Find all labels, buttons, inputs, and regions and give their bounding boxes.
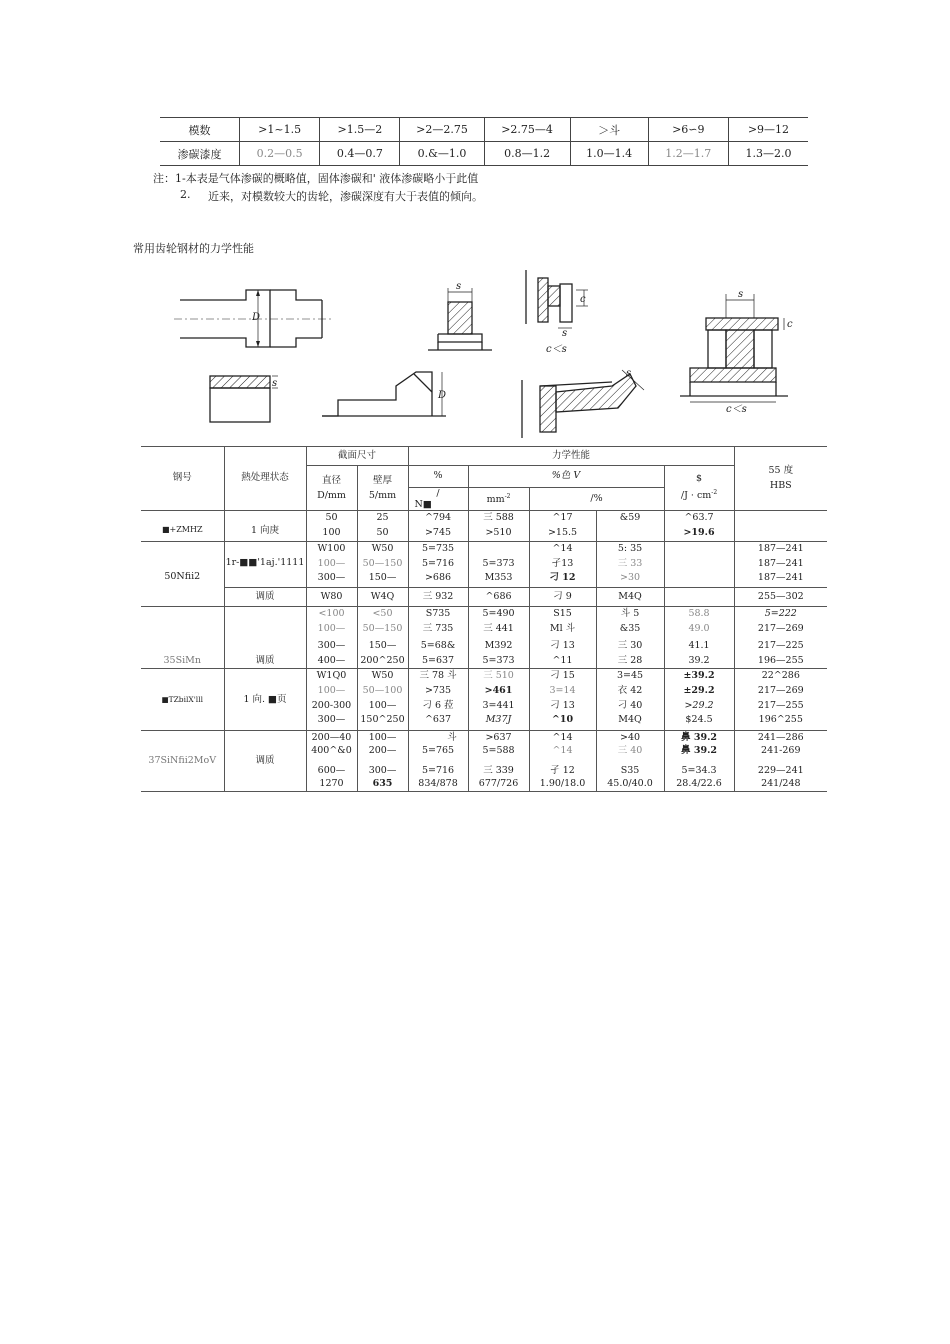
value: M392 — [484, 640, 513, 652]
value: 217—225 — [757, 640, 804, 652]
dim-label: s — [272, 378, 278, 389]
value: 150^250 — [360, 714, 405, 726]
value: 100— — [317, 622, 346, 634]
value: >29.2 — [684, 699, 714, 711]
table-row — [141, 588, 827, 607]
value: >30 — [619, 572, 641, 584]
value: W100 — [317, 543, 346, 554]
value: 5=716 — [421, 765, 455, 777]
value: 200-300 — [311, 699, 352, 711]
row-label: 渗碳漆度 — [160, 142, 239, 166]
heat-cell: 调质 — [224, 588, 306, 607]
value: 5: 35 — [617, 543, 643, 554]
value: 39.2 — [688, 654, 710, 666]
value: ^11 — [552, 654, 573, 666]
module-cell: >1~1.5 — [239, 118, 319, 142]
depth-cell: 0.&—1.0 — [400, 142, 484, 166]
value: ^63.7 — [684, 512, 714, 523]
value: 200^250 — [360, 654, 405, 666]
value: 196^255 — [758, 714, 803, 726]
value: <50 — [372, 608, 393, 619]
header-pct: % — [408, 466, 468, 488]
depth-cell: 0.4—0.7 — [320, 142, 400, 166]
table-row — [160, 142, 808, 166]
value: 300— — [317, 714, 346, 726]
value: M4Q — [596, 588, 664, 607]
value: 49.0 — [688, 622, 710, 634]
value: >461 — [484, 684, 513, 696]
heat-cell: 1 向庚 — [224, 511, 306, 542]
steel-cell: ■+ZMHZ — [141, 511, 224, 542]
header-section: 截面尺寸 — [306, 447, 408, 466]
value: 鼻 39.2 — [681, 732, 717, 744]
value: 斗 — [447, 732, 457, 744]
header-hbs: HBS — [769, 479, 792, 491]
value: ±29.2 — [683, 684, 715, 696]
value: <100 — [318, 608, 345, 619]
steel-properties-table — [141, 446, 827, 792]
value: 斗 5 — [620, 608, 640, 619]
value: ±39.2 — [683, 670, 715, 682]
value: 217—269 — [757, 684, 804, 696]
value: 50—100 — [362, 684, 403, 696]
header-pct2: %色 V — [468, 466, 664, 488]
value: 刁 15 — [550, 670, 575, 682]
value: 300— — [317, 640, 346, 652]
table-row — [141, 447, 827, 466]
value: ^17 — [552, 512, 573, 523]
header-heat: 熱处理状态 — [224, 447, 306, 511]
value: 孑13 — [551, 557, 574, 569]
header-nunit: N■ — [414, 499, 432, 510]
value: >15.5 — [547, 526, 578, 538]
value: 300— — [368, 765, 397, 777]
value: 400— — [317, 654, 346, 666]
value: ^14 — [552, 745, 573, 757]
value: 衣 42 — [617, 684, 643, 696]
note-2-number: 2. — [180, 188, 191, 201]
value: >637 — [485, 732, 512, 744]
value: 100— — [317, 557, 346, 569]
value: 5=373 — [482, 654, 515, 666]
value: 200—40 — [311, 732, 352, 744]
value: 5=222 — [764, 608, 797, 619]
module-cell: >6∽9 — [648, 118, 728, 142]
dim-label: s — [738, 289, 744, 300]
value: 3=45 — [616, 670, 644, 682]
heat-cell: 1r-■■'1aj.'1111 — [224, 542, 306, 588]
value: S15 — [553, 608, 572, 619]
value: 217—269 — [757, 622, 804, 634]
note-1: 注：1-本表是气体渗碳的概略值，固体渗碳和' 液体渗碳略小于此值 — [153, 172, 479, 185]
value: >686 — [424, 572, 452, 584]
value: >19.6 — [683, 526, 715, 538]
web-hub-figure — [526, 270, 588, 355]
module-cell: >2.75—4 — [484, 118, 570, 142]
value: Ml 斗 — [549, 622, 576, 634]
value: 241-269 — [761, 745, 801, 757]
value: 229—241 — [757, 765, 804, 777]
value: ^637 — [424, 714, 452, 726]
steel-cell: 35SiMn — [141, 607, 224, 669]
value: 刁 12 — [549, 572, 576, 584]
value: W1Q0 — [316, 670, 347, 682]
value: 241/248 — [761, 778, 801, 790]
header-diameter: 直径 — [321, 475, 341, 486]
value: >510 — [485, 526, 512, 538]
value: ^10 — [551, 714, 574, 726]
value: M37J — [485, 714, 512, 726]
value: 50 — [376, 526, 389, 538]
stepped-shaft-figure — [322, 372, 446, 416]
value: 50—150 — [362, 557, 403, 569]
table-row — [141, 669, 827, 731]
value: 5=34.3 — [681, 765, 717, 777]
value: 600— — [317, 765, 346, 777]
value: 1270 — [319, 778, 344, 790]
value: 217—255 — [757, 699, 804, 711]
depth-cell: 1.2—1.7 — [648, 142, 728, 166]
dim-label: c — [580, 294, 586, 305]
value: 三 510 — [483, 670, 514, 682]
row-label: 模数 — [160, 118, 239, 142]
header-wall-unit: 5/mm — [368, 490, 397, 501]
value: 28.4/22.6 — [676, 778, 722, 790]
value: 196—255 — [757, 654, 804, 666]
header-hardness: 55 度 — [768, 464, 794, 476]
value: 41.1 — [688, 640, 710, 652]
value: 100 — [322, 526, 341, 538]
dim-label: c — [787, 319, 793, 330]
value: 3=441 — [482, 699, 515, 711]
steel-cell: 50Nfii2 — [141, 542, 224, 607]
value: 5=735 — [421, 543, 455, 554]
steel-cell: 37SiNfii2MoV — [141, 731, 224, 792]
dim-label: s — [626, 368, 632, 379]
value: 三 588 — [483, 512, 514, 523]
header-pct3: /% — [529, 488, 664, 511]
table-row — [141, 731, 827, 792]
note-2-text: 近来，对模数较大的齿轮，渗碳深度有大于表值的倾向。 — [208, 190, 483, 203]
value: 5=68& — [420, 640, 456, 652]
value: 22^286 — [761, 670, 800, 682]
value: >735 — [424, 684, 452, 696]
dim-label: c＜s — [726, 404, 747, 415]
value: 5=637 — [421, 654, 455, 666]
value: 三 40 — [617, 745, 643, 757]
bevel-gear-figure — [522, 368, 644, 438]
value: 5=765 — [421, 745, 455, 757]
value: 50—150 — [362, 622, 403, 634]
value: 25 — [376, 512, 389, 523]
value: >40 — [619, 732, 641, 744]
carburize-depth-table — [160, 117, 808, 166]
value: 241—286 — [757, 732, 804, 744]
table-row — [160, 118, 808, 142]
heat-cell: 调质 — [224, 607, 306, 669]
value: 187—241 — [757, 572, 804, 584]
value: 200— — [368, 745, 397, 757]
value: 255—302 — [734, 588, 827, 607]
value: ^686 — [468, 588, 529, 607]
value: 刁 9 — [529, 588, 596, 607]
dim-label: D — [252, 312, 261, 323]
depth-cell: 0.8—1.2 — [484, 142, 570, 166]
value: 187—241 — [757, 557, 804, 569]
value: 635 — [372, 778, 393, 790]
value: 100— — [368, 732, 397, 744]
heat-cell: 1 向. ■页 — [224, 669, 306, 731]
value: ^14 — [552, 543, 573, 554]
value: 50 — [325, 512, 338, 523]
value: 677/726 — [478, 778, 519, 790]
value — [469, 542, 529, 557]
value: 150— — [368, 640, 397, 652]
value: S35 — [620, 765, 640, 777]
module-cell: >2—2.75 — [400, 118, 484, 142]
table-row — [141, 607, 827, 669]
value: 100— — [368, 699, 397, 711]
header-s-symbol: $ — [696, 472, 703, 484]
value: 5=490 — [482, 608, 515, 619]
value: 三 30 — [617, 640, 643, 652]
value: 400^&0 — [311, 745, 352, 757]
value: 刁 13 — [550, 699, 575, 711]
value: 3=14 — [549, 684, 576, 696]
steel-cell: ■TZbilX'lll — [141, 669, 224, 731]
value: 45.0/40.0 — [607, 778, 653, 790]
value: >745 — [424, 526, 452, 538]
value: 刁 40 — [617, 699, 643, 711]
value: 100— — [317, 684, 346, 696]
header-diameter-unit: D/mm — [317, 490, 346, 501]
value: W50 — [371, 543, 394, 554]
dim-label: s — [456, 281, 462, 292]
table-row — [141, 542, 827, 588]
value: 5=716 — [421, 557, 455, 569]
value: 三 78 斗 — [419, 670, 457, 682]
rim-section-figure — [428, 281, 492, 350]
value: 58.8 — [688, 608, 710, 619]
value: 5=373 — [482, 557, 515, 569]
t-rim-figure — [680, 289, 793, 415]
value: ^794 — [424, 512, 452, 523]
value: M4Q — [618, 714, 642, 726]
value: 三 33 — [617, 557, 643, 569]
value: 150— — [368, 572, 397, 584]
value: 三 28 — [617, 654, 643, 666]
value: W4Q — [357, 588, 408, 607]
depth-cell: 1.3—2.0 — [728, 142, 808, 166]
header-mm2: mm — [486, 494, 505, 506]
value: 1.90/18.0 — [539, 778, 586, 790]
module-cell: >1.5—2 — [320, 118, 400, 142]
value: &59 — [619, 512, 641, 523]
heat-cell: 调质 — [224, 731, 306, 792]
module-cell: ＞斗 — [570, 118, 648, 142]
value: &35 — [619, 622, 641, 634]
value: S735 — [425, 608, 451, 619]
value: W50 — [371, 670, 394, 682]
depth-cell: 1.0—1.4 — [570, 142, 648, 166]
header-steel: 钢号 — [141, 447, 224, 511]
module-cell: >9—12 — [728, 118, 808, 142]
shaft-gear-figure — [174, 290, 332, 347]
table-row — [141, 511, 827, 542]
value: 5=588 — [482, 745, 515, 757]
value: 刁 13 — [550, 640, 575, 652]
value: 三 735 — [422, 622, 454, 634]
value: 187—241 — [757, 543, 804, 554]
value: 300— — [317, 572, 346, 584]
value: 孑 12 — [550, 765, 575, 777]
header-slash: / — [436, 488, 440, 499]
depth-cell: 0.2—0.5 — [239, 142, 319, 166]
dim-label: D — [438, 390, 447, 401]
value: ^14 — [552, 732, 573, 744]
gear-section-figures — [160, 262, 820, 444]
value: W80 — [306, 588, 357, 607]
ring-figure — [210, 376, 278, 422]
dim-label: c＜s — [546, 344, 567, 355]
value: 834/878 — [418, 778, 458, 790]
value: 三 932 — [408, 588, 468, 607]
value: 鼻 39.2 — [681, 745, 717, 757]
value: 三 441 — [483, 622, 514, 634]
header-wall: 壁厚 — [373, 475, 393, 486]
dim-label: s — [562, 328, 568, 339]
header-mm2-sup: -2 — [504, 493, 511, 501]
value: 刁 6 菈 — [422, 699, 454, 711]
value: 三 339 — [483, 765, 514, 777]
section-title: 常用齿轮钢材的力学性能 — [133, 242, 254, 255]
value: M353 — [484, 572, 513, 584]
header-mech: 力学性能 — [408, 447, 734, 466]
header-jcm: /J · cm — [680, 490, 712, 502]
value: $24.5 — [685, 714, 713, 726]
header-jcm-sup: -2 — [711, 489, 718, 497]
